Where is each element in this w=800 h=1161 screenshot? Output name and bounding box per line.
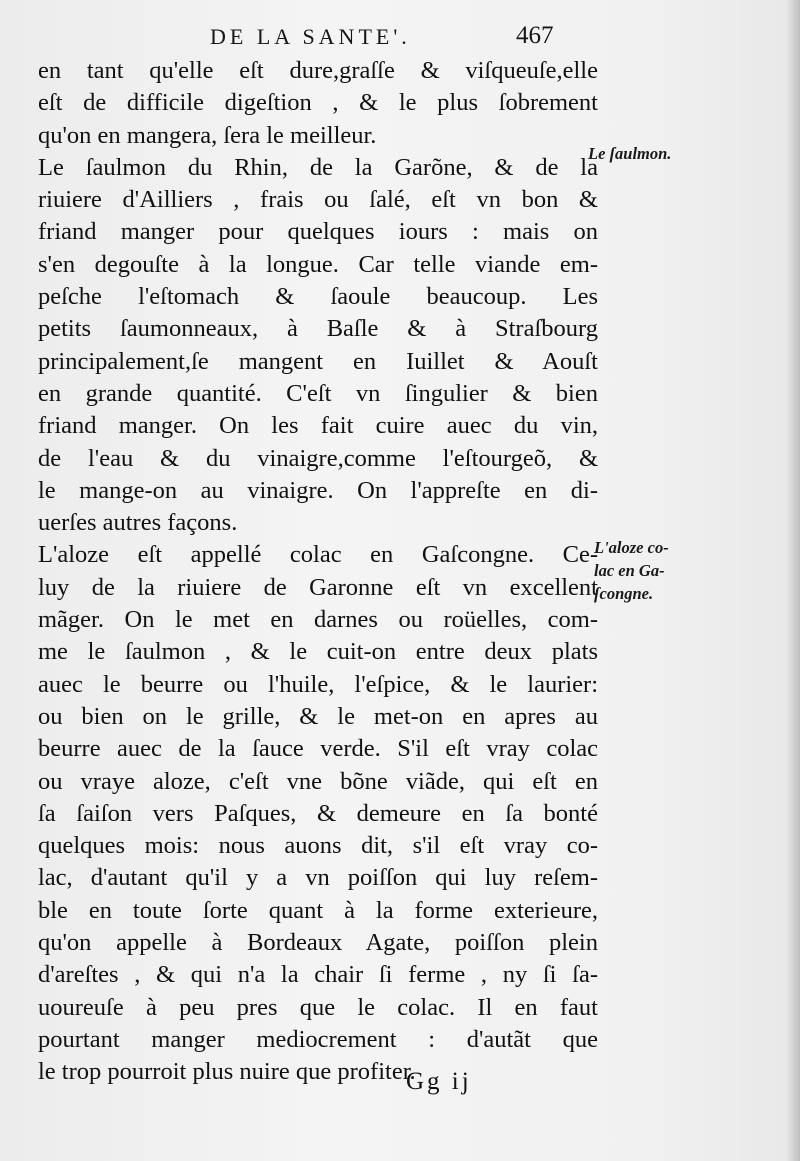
text-line: auec le beurre ou l'huile, l'eſpice, & le laurier: [38,670,598,698]
text-line: lac, d'autant qu'il y a vn poiſſon qui luy reſem- [38,864,598,892]
text-line: riuiere d'Ailliers , frais ou ſalé, eſt vn bon & [38,186,598,214]
text-line: qu'on appelle à Bordeaux Agate, poiſſon plein [38,929,598,957]
text-line: me le ſaulmon , & le cuit-on entre deux plats [38,638,598,666]
text-line: petits ſaumonneaux, à Baſle & à Straſbourg [38,315,598,343]
marginal-note-line: ſcongne. [594,584,654,603]
text-line: pourtant manger mediocrement : d'autãt que [38,1025,598,1053]
text-line: principalement,ſe mangent en Iuillet & Aouſt [38,347,598,375]
text-line: luy de la riuiere de Garonne eſt vn excellent [38,573,598,601]
text-line: en tant qu'elle eſt dure,graſſe & viſqueuſe,elle [38,57,598,84]
text-line: s'en degouſte à la longue. Car telle viande em- [38,250,598,278]
marginal-note-line: Le ſaulmon. [588,144,672,163]
text-line: de l'eau & du vinaigre,comme l'eſtourgeõ, & [38,444,598,472]
text-line: eſt de difficile digeſtion , & le plus ſobrement [38,89,598,117]
text-line: quelques mois: nous auons dit, s'il eſt vray co- [38,832,598,860]
marginal-note-line: L'aloze co- [594,538,669,557]
text-line: ou bien on le grille, & le met-on en apres au [38,702,598,730]
marginal-note-saulmon [588,142,671,165]
running-header: DE LA SANTE'. [210,24,411,49]
text-line: beurre auec de la ſauce verde. S'il eſt vray colac [38,735,598,763]
text-line: le mange-on au vinaigre. On l'appreſte en di- [38,476,598,504]
text-line: Le ſaulmon du Rhin, de la Garõne, & de la [38,153,598,181]
text-line: ble en toute ſorte quant à la forme exterieure, [38,896,598,924]
text-line: le trop pourroit plus nuire que profiter. [38,1058,416,1086]
text-line: uerſes autres façons. [38,509,238,537]
text-line: en grande quantité. C'eſt vn ſingulier & bien [38,379,598,407]
marginal-note-aloze [594,536,669,605]
text-line: uoureuſe à peu pres que le colac. Il en faut [38,993,598,1021]
text-line: L'aloze eſt appellé colac en Gaſcongne. Ce- [38,541,598,569]
text-line: ou vraye aloze, c'eſt vne bõne viãde, qui eſt en [38,767,598,795]
text-line: peſche l'eſtomach & ſaoule beaucoup. Les [38,283,598,311]
text-line: qu'on en mangera, ſera le meilleur. [38,121,377,149]
text-line: friand manger. On les fait cuire auec du vin, [38,412,598,440]
body-text [38,55,598,1089]
marginal-note-line: lac en Ga- [594,561,665,580]
text-line: mãger. On le met en darnes ou roüelles, com- [38,606,598,634]
signature-mark: Gg ij [406,1068,472,1095]
text-line: d'areſtes , & qui n'a la chair ſi ferme , ny ſi ſa- [38,961,598,989]
text-line: friand manger pour quelques iours : mais on [38,218,598,246]
page-number: 467 [516,22,554,49]
text-line: ſa ſaiſon vers Paſques, & demeure en ſa bonté [38,799,598,827]
